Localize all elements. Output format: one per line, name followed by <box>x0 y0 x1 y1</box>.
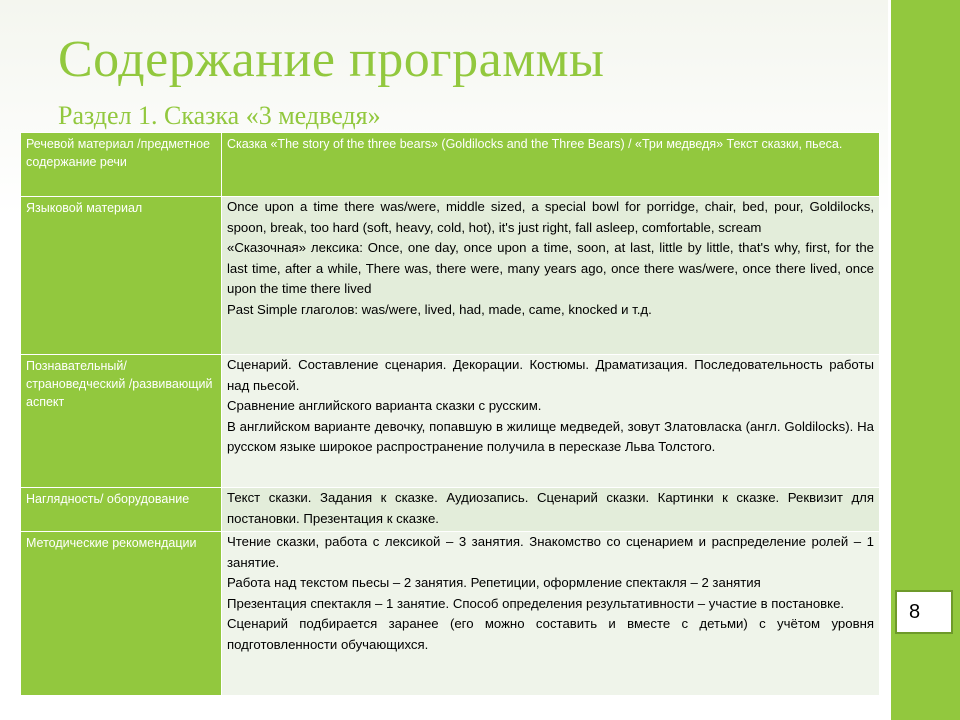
content-paragraph: Сценарий. Составление сценария. Декорации. Костюмы. Драматизация. Последовательность работы над пьесой. <box>227 357 874 393</box>
content-paragraph: Сценарий подбирается заранее (его можно составить и вместе с детьми) с учётом уровня подготовленности обучающихся. <box>227 616 874 652</box>
row-label: Языковой материал <box>21 197 222 355</box>
content-paragraph: Презентация спектакля – 1 занятие. Способ определения результативности – участие в постановке. <box>227 595 845 611</box>
row-content <box>222 355 880 488</box>
table-row <box>21 488 880 532</box>
content-paragraph: «Сказочная» лексика: Once, one day, once upon a time, soon, at last, little by little, that's why, first, for the last time, after a while, There was, there were, many years ago, once there was/were, once there lived, once upon the time there lived <box>227 240 874 296</box>
slide-title: Содержание программы <box>58 31 605 88</box>
page-number: 8 <box>895 590 953 634</box>
row-label: Познавательный/ страноведческий /развивающий аспект <box>21 355 222 488</box>
table-row <box>21 355 880 488</box>
row-label: Речевой материал /предметное содержание речи <box>21 133 222 197</box>
row-label: Наглядность/ оборудование <box>21 488 222 532</box>
row-content <box>222 532 880 696</box>
content-paragraph: В английском варианте девочку, попавшую в жилище медведей, зовут Златовласка (англ. Goldilocks). На русском языке широкое распространение получила в пересказе Льва Толстого. <box>227 418 874 454</box>
content-paragraph: Сказка «The story of the three bears» (Goldilocks and the Three Bears) / «Три медведя» Текст сказки, пьеса. <box>227 137 843 151</box>
content-paragraph: Работа над текстом пьесы – 2 занятия. Репетиции, оформление спектакля – 2 занятия <box>227 575 761 590</box>
program-content-table <box>20 132 880 696</box>
row-label: Методические рекомендации <box>21 532 222 696</box>
table-row <box>21 197 880 355</box>
row-content <box>222 488 880 532</box>
content-paragraph: Чтение сказки, работа с лексикой – 3 занятия. Знакомство со сценарием и распределение ролей – 1 занятие. <box>227 534 874 570</box>
content-paragraph: Past Simple глаголов: was/were, lived, had, made, came, knocked и т.д. <box>227 301 652 317</box>
slide-subtitle: Раздел 1. Сказка «3 медведя» <box>58 101 381 130</box>
table-row <box>21 133 880 197</box>
row-content <box>222 133 880 197</box>
row-content <box>222 197 880 355</box>
content-paragraph: Сравнение английского варианта сказки с русским. <box>227 398 542 413</box>
content-paragraph: Once upon a time there was/were, middle sized, a special bowl for porridge, chair, bed, pour, Goldilocks, spoon, break, too hard (soft, heavy, cold, hot), it's just right, fall asleep, comfortable, scream <box>227 199 874 235</box>
table-row <box>21 532 880 696</box>
content-paragraph: Текст сказки. Задания к сказке. Аудиозапись. Сценарий сказки. Картинки к сказке. Реквизит для постановки. Презентация к сказке. <box>227 490 874 526</box>
